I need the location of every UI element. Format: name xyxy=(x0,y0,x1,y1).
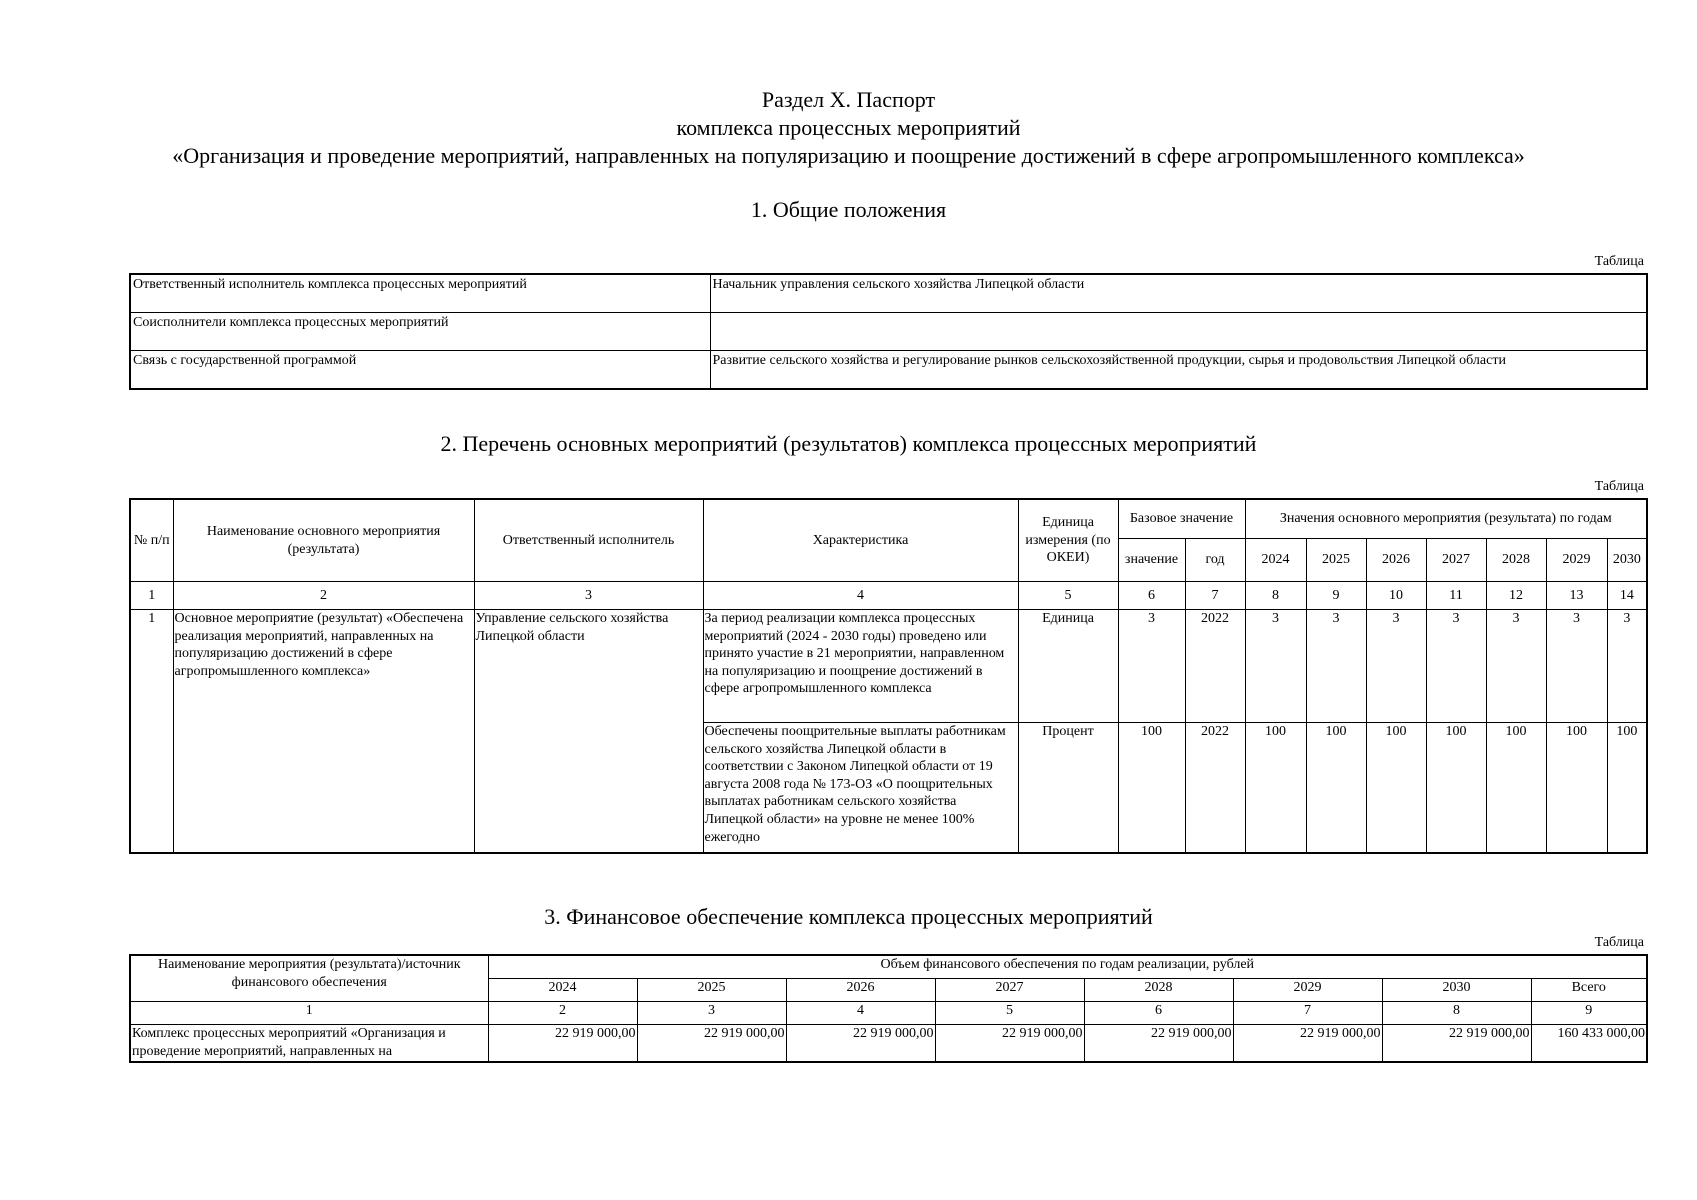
index-cell: 1 xyxy=(130,1002,488,1025)
section2-heading: 2. Перечень основных мероприятий (результатов) комплекса процессных мероприятий xyxy=(440,431,1257,456)
year-value: 100 xyxy=(1245,723,1306,854)
section3-table-note: Таблица xyxy=(1594,935,1644,950)
col-header-year: 2024 xyxy=(1245,539,1306,582)
year-value: 100 xyxy=(1426,723,1486,854)
col-header-year: 2030 xyxy=(1382,979,1531,1002)
index-cell: 8 xyxy=(1245,582,1306,610)
base-value: 100 xyxy=(1118,723,1185,854)
section1-table-note: Таблица xyxy=(1594,254,1644,269)
index-cell: 4 xyxy=(786,1002,935,1025)
index-cell: 9 xyxy=(1531,1002,1647,1025)
index-cell: 8 xyxy=(1382,1002,1531,1025)
col-header-num: № п/п xyxy=(130,499,173,582)
col-header-year: 2026 xyxy=(786,979,935,1002)
index-cell: 13 xyxy=(1546,582,1607,610)
activity-unit: Процент xyxy=(1018,723,1118,854)
col-header-year: 2027 xyxy=(1426,539,1486,582)
col-header-base: Базовое значение xyxy=(1118,499,1245,539)
col-header-year: 2025 xyxy=(1306,539,1366,582)
row-label: Связь с государственной программой xyxy=(130,351,710,390)
main-activities-table xyxy=(129,498,1648,854)
financing-value: 22 919 000,00 xyxy=(935,1025,1084,1063)
index-cell: 12 xyxy=(1486,582,1546,610)
financing-value: 22 919 000,00 xyxy=(1233,1025,1382,1063)
col-header-year: 2025 xyxy=(637,979,786,1002)
financing-table xyxy=(129,954,1648,1063)
index-cell: 6 xyxy=(1118,582,1185,610)
title-line-1: Раздел X. Паспорт xyxy=(761,87,936,112)
year-value: 100 xyxy=(1486,723,1546,854)
row-value xyxy=(710,313,1647,351)
col-header-total: Всего xyxy=(1531,979,1647,1002)
financing-row-name: Комплекс процессных мероприятий «Организация и проведение мероприятий, направленных на xyxy=(130,1025,488,1063)
row-num: 1 xyxy=(130,610,173,854)
table-row xyxy=(130,313,1647,351)
row-value: Начальник управления сельского хозяйства Липецкой области xyxy=(710,274,1647,313)
year-value: 3 xyxy=(1426,610,1486,723)
section2-table-note: Таблица xyxy=(1594,479,1644,494)
index-cell: 14 xyxy=(1607,582,1647,610)
year-value: 3 xyxy=(1306,610,1366,723)
section1-heading: 1. Общие положения xyxy=(750,197,947,222)
col-header-unit: Единица измерения (по ОКЕИ) xyxy=(1018,499,1118,582)
financing-total: 160 433 000,00 xyxy=(1531,1025,1647,1063)
year-value: 3 xyxy=(1546,610,1607,723)
index-cell: 5 xyxy=(1018,582,1118,610)
column-index-row xyxy=(130,1002,1647,1025)
index-cell: 3 xyxy=(474,582,703,610)
financing-value: 22 919 000,00 xyxy=(1382,1025,1531,1063)
activity-characteristic: Обеспечены поощрительные выплаты работникам сельского хозяйства Липецкой области в соответствии с Законом Липецкой области от 19 августа 2008 года № 173-ОЗ «О поощрительных выплатах работникам сельского хозяйства Липецкой области» на уровне не менее 100% ежегодно xyxy=(703,723,1018,854)
col-header-name: Наименование основного мероприятия (результата) xyxy=(173,499,474,582)
index-cell: 2 xyxy=(488,1002,637,1025)
col-header-base-year: год xyxy=(1185,539,1245,582)
col-header-name: Наименование мероприятия (результата)/источник финансового обеспечения xyxy=(130,955,488,1002)
col-header-year: 2029 xyxy=(1546,539,1607,582)
activity-name: Основное мероприятие (результат) «Обеспечена реализация мероприятий, направленных на популяризацию достижений в сфере агропромышленного комплекса» xyxy=(173,610,474,854)
index-cell: 5 xyxy=(935,1002,1084,1025)
index-cell: 3 xyxy=(637,1002,786,1025)
general-provisions-table xyxy=(129,273,1648,390)
index-cell: 10 xyxy=(1366,582,1426,610)
base-year: 2022 xyxy=(1185,723,1245,854)
financing-value: 22 919 000,00 xyxy=(488,1025,637,1063)
table-row xyxy=(130,274,1647,313)
header-row xyxy=(130,499,1647,539)
activity-executor: Управление сельского хозяйства Липецкой области xyxy=(474,610,703,854)
year-value: 100 xyxy=(1546,723,1607,854)
index-cell: 1 xyxy=(130,582,173,610)
activity-characteristic: За период реализации комплекса процессных мероприятий (2024 - 2030 годы) проведено или принято участие в 21 мероприятии, направленном на популяризацию и поощрение достижений в сфере агропромышленного комплекса xyxy=(703,610,1018,723)
title-line-3: «Организация и проведение мероприятий, направленных на популяризацию и поощрение достижений в сфере агропромышленного комплекса» xyxy=(172,143,1525,168)
row-value: Развитие сельского хозяйства и регулирование рынков сельскохозяйственной продукции, сырья и продовольствия Липецкой области xyxy=(710,351,1647,390)
year-value: 3 xyxy=(1607,610,1647,723)
col-header-base-value: значение xyxy=(1118,539,1185,582)
index-cell: 4 xyxy=(703,582,1018,610)
header-row xyxy=(130,955,1647,979)
base-year: 2022 xyxy=(1185,610,1245,723)
year-value: 3 xyxy=(1486,610,1546,723)
col-header-years-group: Значения основного мероприятия (результата) по годам xyxy=(1245,499,1647,539)
table-row xyxy=(130,351,1647,390)
financing-value: 22 919 000,00 xyxy=(637,1025,786,1063)
index-cell: 2 xyxy=(173,582,474,610)
title-line-2: комплекса процессных мероприятий xyxy=(676,115,1021,140)
activity-unit: Единица xyxy=(1018,610,1118,723)
year-value: 3 xyxy=(1245,610,1306,723)
index-cell: 7 xyxy=(1233,1002,1382,1025)
index-cell: 6 xyxy=(1084,1002,1233,1025)
table-row xyxy=(130,610,1647,723)
index-cell: 9 xyxy=(1306,582,1366,610)
base-value: 3 xyxy=(1118,610,1185,723)
year-value: 100 xyxy=(1607,723,1647,854)
col-header-year: 2026 xyxy=(1366,539,1426,582)
index-cell: 7 xyxy=(1185,582,1245,610)
year-value: 100 xyxy=(1306,723,1366,854)
column-index-row xyxy=(130,582,1647,610)
col-header-year: 2028 xyxy=(1486,539,1546,582)
year-value: 3 xyxy=(1366,610,1426,723)
financing-value: 22 919 000,00 xyxy=(1084,1025,1233,1063)
col-header-year: 2027 xyxy=(935,979,1084,1002)
col-header-characteristic: Характеристика xyxy=(703,499,1018,582)
year-value: 100 xyxy=(1366,723,1426,854)
index-cell: 11 xyxy=(1426,582,1486,610)
col-header-group: Объем финансового обеспечения по годам реализации, рублей xyxy=(488,955,1647,979)
row-label: Соисполнители комплекса процессных мероприятий xyxy=(130,313,710,351)
document-title xyxy=(0,86,1697,170)
financing-value: 22 919 000,00 xyxy=(786,1025,935,1063)
col-header-year: 2030 xyxy=(1607,539,1647,582)
col-header-executor: Ответственный исполнитель xyxy=(474,499,703,582)
col-header-year: 2029 xyxy=(1233,979,1382,1002)
col-header-year: 2028 xyxy=(1084,979,1233,1002)
col-header-year: 2024 xyxy=(488,979,637,1002)
section3-heading: 3. Финансовое обеспечение комплекса процессных мероприятий xyxy=(544,904,1153,929)
row-label: Ответственный исполнитель комплекса процессных мероприятий xyxy=(130,274,710,313)
table-row xyxy=(130,1025,1647,1063)
